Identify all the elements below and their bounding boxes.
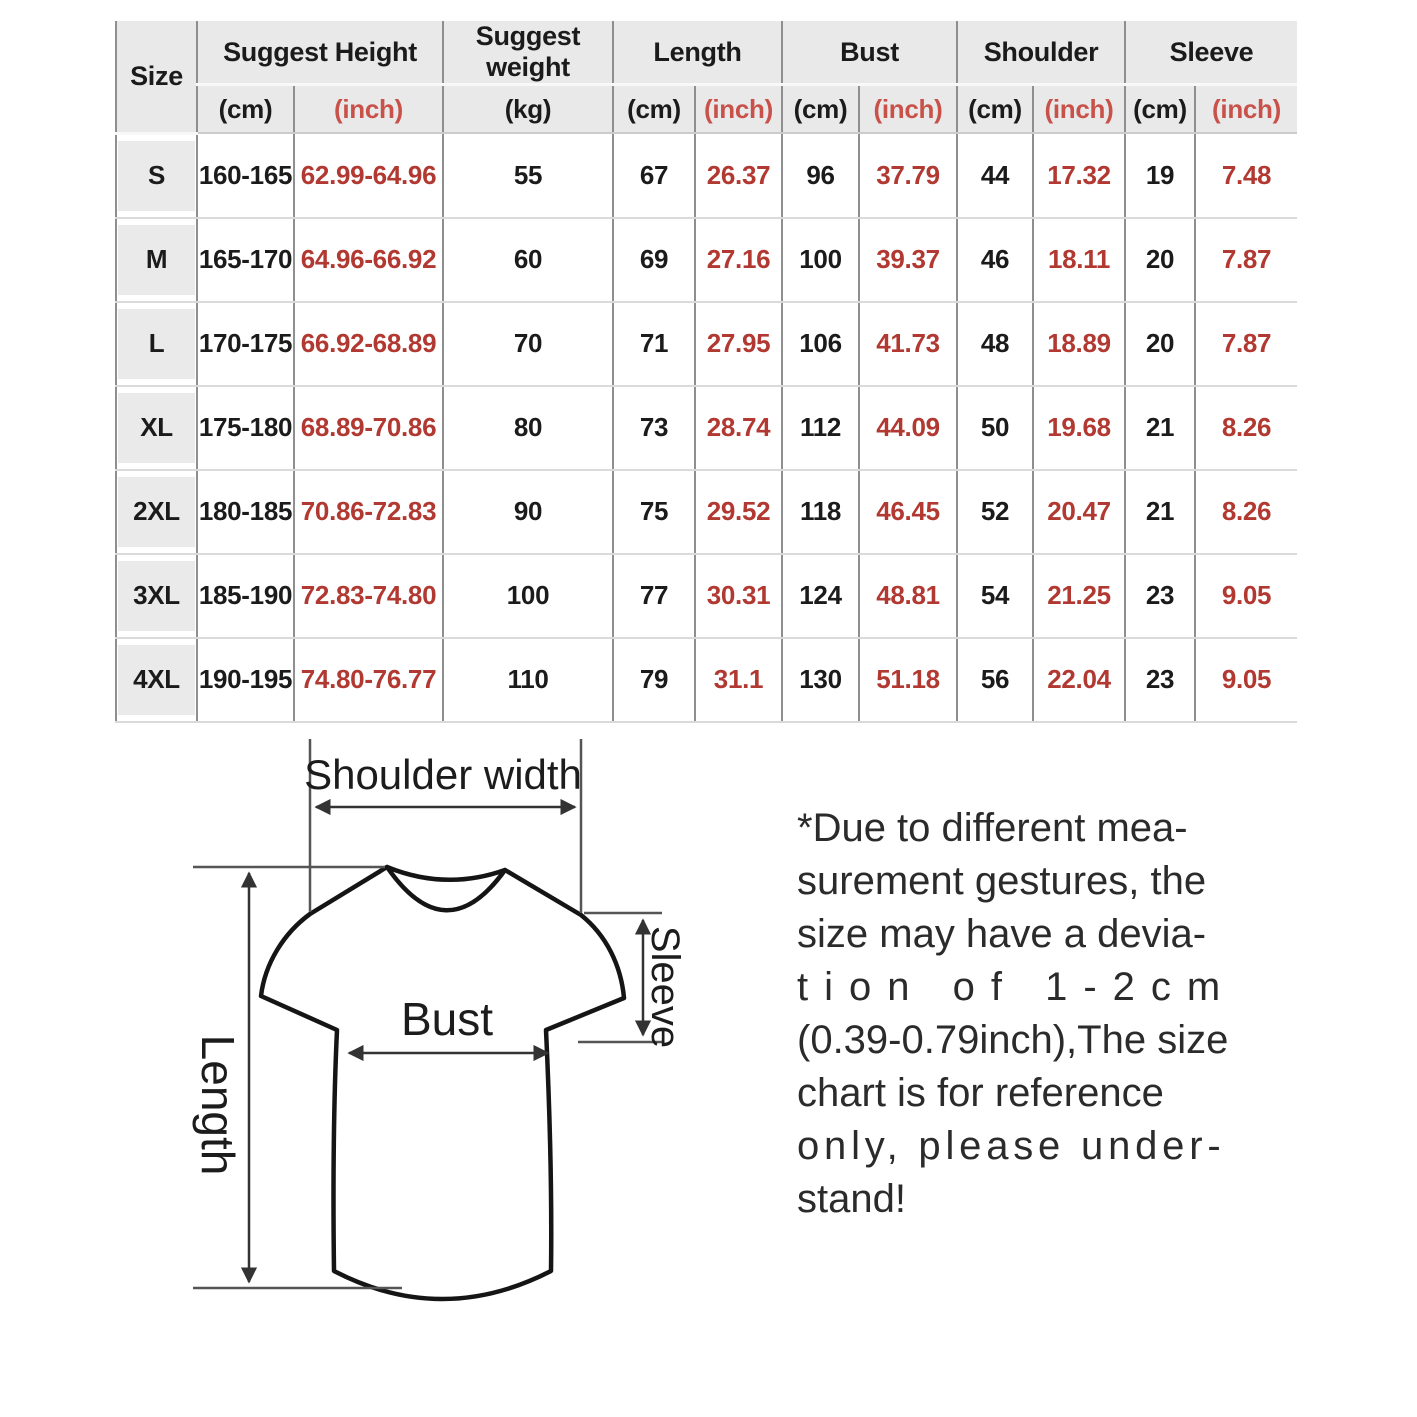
value-cell-length_cm: 77 <box>613 554 695 638</box>
size-label-cell <box>116 470 197 554</box>
value-cell-sleeve_cm: 21 <box>1125 470 1195 554</box>
size-table-head <box>116 21 1297 133</box>
value-cell-sleeve_cm: 23 <box>1125 638 1195 722</box>
table-row <box>116 554 1297 638</box>
value-cell-bust_cm: 130 <box>782 638 859 722</box>
header-unit-cell: (inch) <box>859 85 957 134</box>
size-chip: XL <box>118 393 195 463</box>
value-cell-length_inch: 27.16 <box>695 218 782 302</box>
value-cell-shoulder_inch: 19.68 <box>1033 386 1125 470</box>
value-cell-length_cm: 75 <box>613 470 695 554</box>
value-cell-shoulder_cm: 50 <box>957 386 1033 470</box>
value-cell-sleeve_cm: 21 <box>1125 386 1195 470</box>
value-cell-weight_kg: 100 <box>443 554 613 638</box>
header-unit-cell: (cm) <box>957 85 1033 134</box>
value-cell-bust_cm: 124 <box>782 554 859 638</box>
size-table-body <box>116 133 1297 722</box>
value-cell-height_inch: 70.86-72.83 <box>294 470 443 554</box>
value-cell-sleeve_cm: 23 <box>1125 554 1195 638</box>
disclaimer-line: tion of 1-2cm <box>797 965 1237 1009</box>
size-label-cell <box>116 554 197 638</box>
value-cell-length_cm: 67 <box>613 133 695 218</box>
value-cell-length_cm: 71 <box>613 302 695 386</box>
value-cell-shoulder_cm: 52 <box>957 470 1033 554</box>
value-cell-height_inch: 64.96-66.92 <box>294 218 443 302</box>
disclaimer-line: *Due to different mea- <box>797 806 1188 850</box>
value-cell-length_inch: 26.37 <box>695 133 782 218</box>
value-cell-sleeve_inch: 7.87 <box>1195 302 1297 386</box>
value-cell-sleeve_inch: 9.05 <box>1195 554 1297 638</box>
value-cell-bust_cm: 118 <box>782 470 859 554</box>
size-label-cell <box>116 133 197 218</box>
header-unit-cell: (inch) <box>1033 85 1125 134</box>
value-cell-shoulder_cm: 56 <box>957 638 1033 722</box>
value-cell-height_cm: 175-180 <box>197 386 294 470</box>
value-cell-height_cm: 160-165 <box>197 133 294 218</box>
size-label-cell <box>116 302 197 386</box>
disclaimer-line: size may have a devia- <box>797 912 1207 956</box>
value-cell-sleeve_inch: 7.48 <box>1195 133 1297 218</box>
header-group-cell: Sleeve <box>1125 21 1297 85</box>
size-label-cell <box>116 386 197 470</box>
header-group-cell: Shoulder <box>957 21 1125 85</box>
length-label: Length <box>192 1034 244 1176</box>
value-cell-length_inch: 30.31 <box>695 554 782 638</box>
value-cell-sleeve_cm: 20 <box>1125 218 1195 302</box>
value-cell-bust_inch: 46.45 <box>859 470 957 554</box>
sleeve-label: Sleeve <box>643 925 687 1049</box>
header-unit-cell: (inch) <box>695 85 782 134</box>
value-cell-weight_kg: 110 <box>443 638 613 722</box>
header-group-cell: Length <box>613 21 782 85</box>
header-group-cell: Size <box>116 21 197 133</box>
value-cell-shoulder_inch: 22.04 <box>1033 638 1125 722</box>
tshirt-diagram-svg <box>40 715 720 1315</box>
value-cell-sleeve_inch: 7.87 <box>1195 218 1297 302</box>
header-unit-cell: (kg) <box>443 85 613 134</box>
size-chart-table <box>115 21 1297 723</box>
value-cell-weight_kg: 70 <box>443 302 613 386</box>
value-cell-length_inch: 29.52 <box>695 470 782 554</box>
size-chip: 2XL <box>118 477 195 547</box>
value-cell-weight_kg: 90 <box>443 470 613 554</box>
value-cell-shoulder_inch: 17.32 <box>1033 133 1125 218</box>
value-cell-weight_kg: 80 <box>443 386 613 470</box>
disclaimer-text <box>797 802 1257 1226</box>
size-chip: L <box>118 309 195 379</box>
value-cell-height_cm: 170-175 <box>197 302 294 386</box>
value-cell-height_cm: 165-170 <box>197 218 294 302</box>
size-label-cell <box>116 218 197 302</box>
size-chip: 3XL <box>118 561 195 631</box>
disclaimer-line: stand! <box>797 1177 906 1221</box>
header-unit-cell: (inch) <box>294 85 443 134</box>
value-cell-bust_inch: 39.37 <box>859 218 957 302</box>
value-cell-height_inch: 62.99-64.96 <box>294 133 443 218</box>
header-unit-cell: (cm) <box>197 85 294 134</box>
value-cell-height_cm: 180-185 <box>197 470 294 554</box>
value-cell-bust_inch: 48.81 <box>859 554 957 638</box>
value-cell-bust_inch: 44.09 <box>859 386 957 470</box>
value-cell-bust_inch: 41.73 <box>859 302 957 386</box>
value-cell-bust_cm: 96 <box>782 133 859 218</box>
header-group-cell: Suggest Height <box>197 21 443 85</box>
value-cell-weight_kg: 60 <box>443 218 613 302</box>
value-cell-height_cm: 190-195 <box>197 638 294 722</box>
disclaimer-line: surement gestures, the <box>797 859 1207 903</box>
value-cell-sleeve_cm: 20 <box>1125 302 1195 386</box>
header-group-cell: Suggest weight <box>443 21 613 85</box>
bust-label: Bust <box>400 993 494 1045</box>
size-label-cell <box>116 638 197 722</box>
header-group-cell: Bust <box>782 21 957 85</box>
size-chip: M <box>118 225 195 295</box>
table-row <box>116 470 1297 554</box>
tshirt-measurement-diagram <box>40 715 720 1315</box>
header-unit-cell: (cm) <box>782 85 859 134</box>
value-cell-bust_inch: 51.18 <box>859 638 957 722</box>
value-cell-shoulder_cm: 44 <box>957 133 1033 218</box>
disclaimer-line: (0.39-0.79inch),The size <box>797 1018 1229 1062</box>
value-cell-length_cm: 69 <box>613 218 695 302</box>
value-cell-shoulder_inch: 21.25 <box>1033 554 1125 638</box>
value-cell-length_inch: 28.74 <box>695 386 782 470</box>
value-cell-shoulder_cm: 48 <box>957 302 1033 386</box>
value-cell-sleeve_inch: 8.26 <box>1195 470 1297 554</box>
value-cell-height_cm: 185-190 <box>197 554 294 638</box>
value-cell-length_inch: 31.1 <box>695 638 782 722</box>
value-cell-height_inch: 68.89-70.86 <box>294 386 443 470</box>
value-cell-shoulder_inch: 18.89 <box>1033 302 1125 386</box>
header-unit-cell: (cm) <box>1125 85 1195 134</box>
value-cell-shoulder_cm: 46 <box>957 218 1033 302</box>
value-cell-bust_cm: 100 <box>782 218 859 302</box>
table-row <box>116 386 1297 470</box>
value-cell-shoulder_inch: 20.47 <box>1033 470 1125 554</box>
table-row <box>116 133 1297 218</box>
value-cell-height_inch: 66.92-68.89 <box>294 302 443 386</box>
value-cell-height_inch: 74.80-76.77 <box>294 638 443 722</box>
value-cell-sleeve_cm: 19 <box>1125 133 1195 218</box>
size-chip: 4XL <box>118 645 195 715</box>
header-unit-cell: (inch) <box>1195 85 1297 134</box>
table-row <box>116 218 1297 302</box>
value-cell-length_cm: 73 <box>613 386 695 470</box>
value-cell-shoulder_cm: 54 <box>957 554 1033 638</box>
disclaimer-line: chart is for reference <box>797 1071 1164 1115</box>
value-cell-bust_cm: 112 <box>782 386 859 470</box>
shoulder-width-label: Shoulder width <box>304 751 582 798</box>
value-cell-bust_cm: 106 <box>782 302 859 386</box>
value-cell-shoulder_inch: 18.11 <box>1033 218 1125 302</box>
value-cell-height_inch: 72.83-74.80 <box>294 554 443 638</box>
value-cell-length_inch: 27.95 <box>695 302 782 386</box>
header-unit-cell: (cm) <box>613 85 695 134</box>
size-chip: S <box>118 141 195 211</box>
table-row <box>116 638 1297 722</box>
value-cell-sleeve_inch: 8.26 <box>1195 386 1297 470</box>
value-cell-weight_kg: 55 <box>443 133 613 218</box>
value-cell-sleeve_inch: 9.05 <box>1195 638 1297 722</box>
tshirt-outline <box>261 867 624 1299</box>
value-cell-bust_inch: 37.79 <box>859 133 957 218</box>
size-chart-section <box>115 21 1296 723</box>
table-row <box>116 302 1297 386</box>
value-cell-length_cm: 79 <box>613 638 695 722</box>
disclaimer-line: only, please under- <box>797 1124 1226 1168</box>
